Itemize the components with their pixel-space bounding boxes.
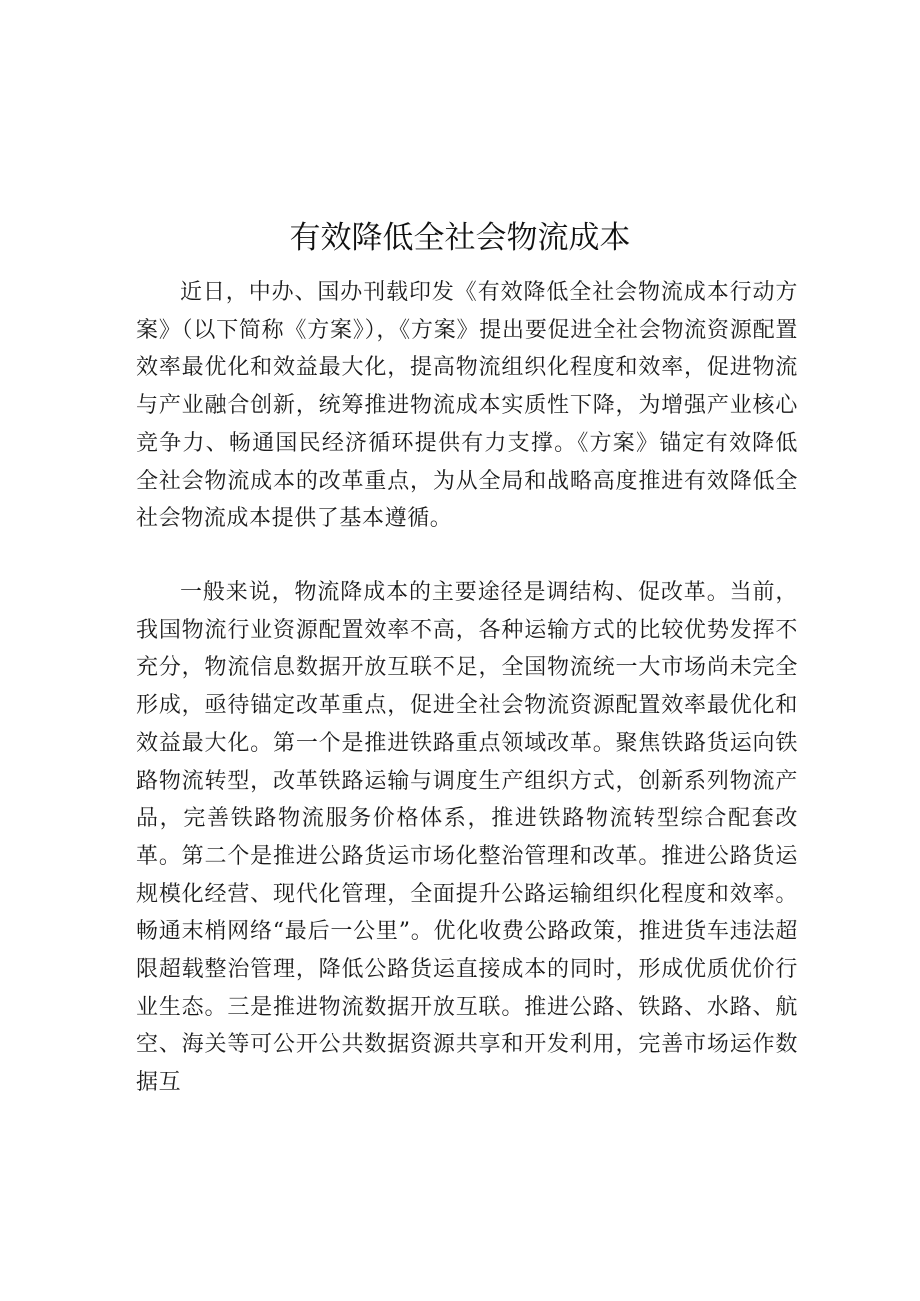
paragraph-2: 一般来说，物流降成本的主要途径是调结构、促改革。当前，我国物流行业资源配置效率不高，各种运输方式的比较优势发挥不充分，物流信息数据开放互联不足，全国物流统一大市场尚未完全形成，亟待锚定改革重点，促进全社会物流资源配置效率最优化和效益最大化。第一个是推进铁路重点领域改革。聚焦铁路货运向铁路物流转型，改革铁路运输与调度生产组织方式，创新系列物流产品，完善铁路物流服务价格体系，推进铁路物流转型综合配套改革。第二个是推进公路货运市场化整治管理和改革。推进公路货运规模化经营、现代化管理，全面提升公路运输组织化程度和效率。畅通末梢网络“最后一公里”。优化收费公路政策，推进货车违法超限超载整治管理，降低公路货运直接成本的同时，形成优质优价行业生态。三是推进物流数据开放互联。推进公路、铁路、水路、航空、海关等可公开公共数据资源共享和开发利用，完善市场运作数据互	[136, 580, 798, 1096]
document-title: 有效降低全社会物流成本	[289, 220, 631, 256]
paragraph-1: 近日，中办、国办刊载印发《有效降低全社会物流成本行动方案》（以下简称《方案》），《方案》提出要促进全社会物流资源配置效率最优化和效益最大化，提高物流组织化程度和效率，促进物流与产业融合创新，统筹推进物流成本实质性下降，为增强产业核心竞争力、畅通国民经济循环提供有力支撑。《方案》锚定有效降低全社会物流成本的改革重点，为从全局和战略高度推进有效降低全社会物流成本提供了基本遵循。	[136, 280, 798, 532]
